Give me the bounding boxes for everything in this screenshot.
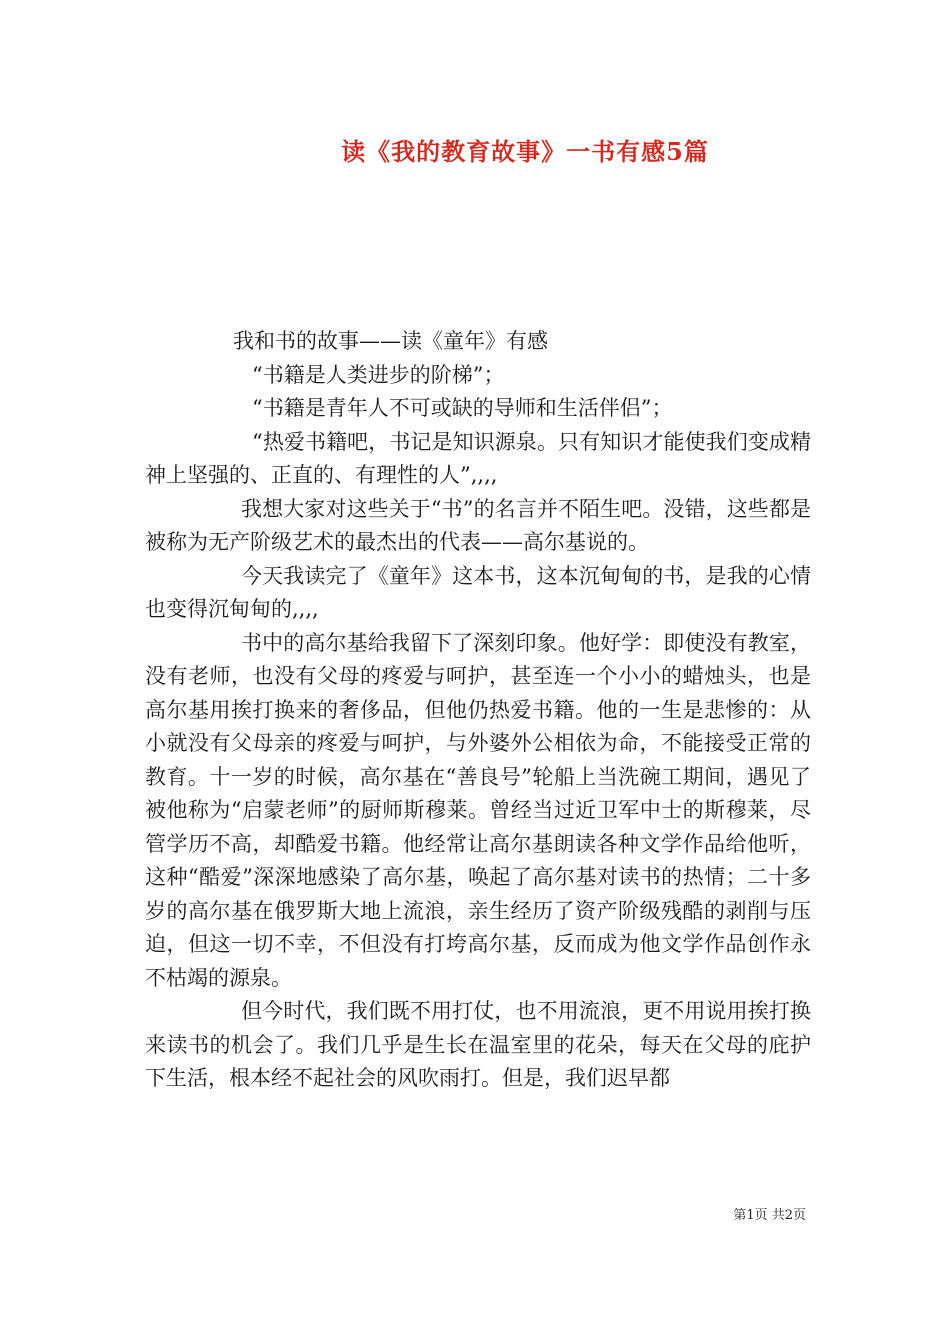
quote-line: “书籍是青年人不可或缺的导师和生活伴侣”； [252,396,673,420]
body-paragraph: 书中的高尔基给我留下了深刻印象。他好学：即使没有教室，没有老师，也没有父母的疼爱与呵护，甚至连一个小小的蜡烛头，也是高尔基用挨打换来的奢侈品，但他仍热爱书籍。他的一生是悲惨的：从小就没有父母亲的疼爱与呵护，与外婆外公相依为命，不能接受正常的教育。十一岁的时候，高尔基在“善良号”轮船上当洗碗工期间，遇见了被他称为“启蒙老师”的厨师斯穆莱。曾经当过近卫军中士的斯穆莱，尽管学历不高，却酷爱书籍。他经常让高尔基朗读各种文学作品给他听，这种“酷爱”深深地感染了高尔基，唤起了高尔基对读书的热情；二十多岁的高尔基在俄罗斯大地上流浪，亲生经历了资产阶级残酷的剥削与压迫，但这一切不幸，不但没有打垮高尔基，反而成为他文学作品创作永不枯竭的源泉。 [145,630,811,990]
document-body [145,325,811,1096]
quote-paragraph: “热爱书籍吧，书记是知识源泉。只有知识才能使我们变成精神上坚强的、正直的、有理性的人”,,,, [145,429,811,487]
section-heading: 我和书的故事——读《童年》有感 [233,329,548,353]
page-number: 第1页 共2页 [733,1208,806,1223]
body-paragraph: 但今时代，我们既不用打仗，也不用流浪，更不用说用挨打换来读书的机会了。我们几乎是生长在温室里的花朵，每天在父母的庇护下生活，根本经不起社会的风吹雨打。但是，我们迟早都 [145,999,811,1090]
quote-line: “书籍是人类进步的阶梯”； [252,362,505,387]
body-paragraph: 我想大家对这些关于“书”的名言并不陌生吧。没错，这些都是被称为无产阶级艺术的最杰出的代表——高尔基说的。 [145,496,811,554]
document-title: 读《我的教育故事》一书有感5篇 [341,137,709,166]
body-paragraph: 今天我读完了《童年》这本书，这本沉甸甸的书，是我的心情也变得沉甸甸的,,,, [145,563,811,621]
